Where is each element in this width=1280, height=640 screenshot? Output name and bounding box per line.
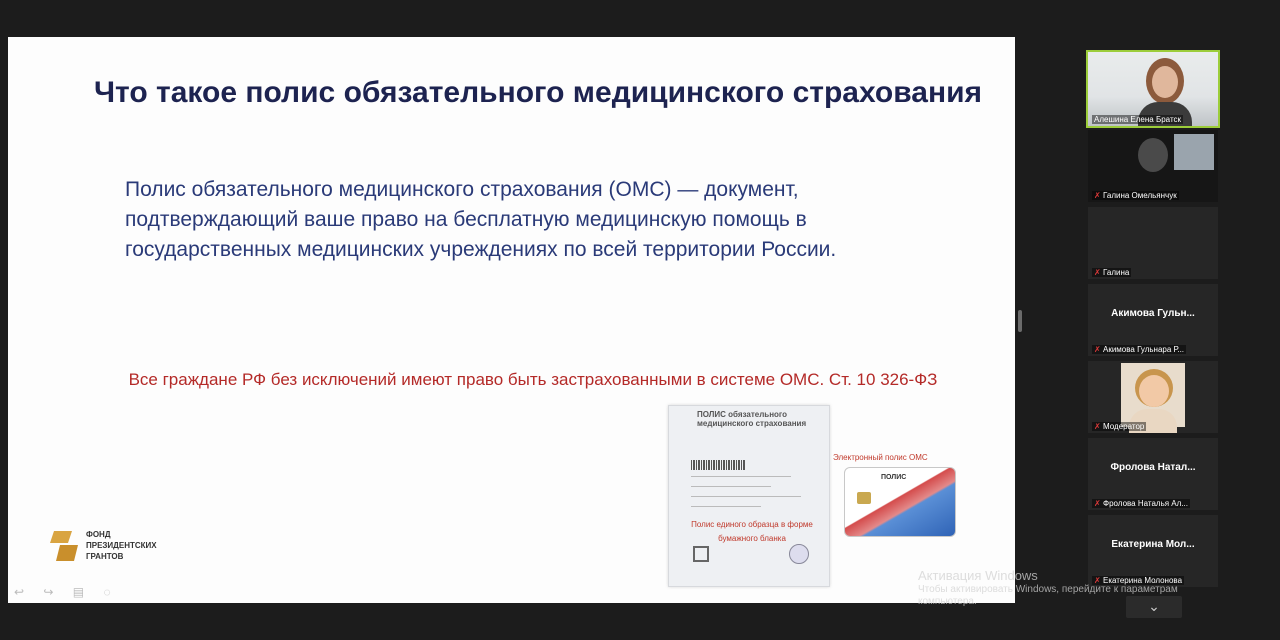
background-window: [1174, 134, 1214, 170]
participant-label: [1092, 499, 1190, 508]
mic-muted-icon: ✗: [1094, 499, 1101, 508]
participant-face: [1152, 66, 1178, 98]
mic-muted-icon: ✗: [1094, 268, 1101, 277]
participant-tile[interactable]: [1086, 50, 1220, 128]
participant-name: Галина Омельянчук: [1103, 191, 1177, 200]
paper-policy-caption: Полис единого образца в форме бумажного бланка: [691, 520, 813, 543]
participant-tile[interactable]: [1088, 130, 1218, 202]
participant-name: Екатерина Молонова: [1103, 576, 1183, 585]
fund-logo-text: [86, 529, 157, 562]
participant-label: [1092, 422, 1146, 431]
participant-name: Модератор: [1103, 422, 1145, 431]
paper-policy-title: ПОЛИС обязательного медицинского страхования: [697, 410, 807, 428]
participant-tile[interactable]: [1088, 207, 1218, 279]
slide-body-text: Полис обязательного медицинского страхования (ОМС) — документ, подтверждающий ваше право на бесплатную медицинскую помощь в государственных медицинских учреждениях по всей территории России.: [125, 178, 837, 261]
fund-logo-line: ГРАНТОВ: [86, 552, 124, 561]
chevron-down-icon: ⌄: [1148, 598, 1160, 614]
mic-muted-icon: ✗: [1094, 191, 1101, 200]
fund-logo-line: ПРЕЗИДЕНТСКИХ: [86, 541, 157, 550]
participant-label: [1092, 268, 1131, 277]
participant-label: [1092, 345, 1186, 354]
qr-code-icon: [693, 546, 709, 562]
field-line: [691, 476, 791, 477]
fund-logo-mark-icon: [50, 529, 80, 563]
field-line: [691, 496, 801, 497]
participant-name: Алешина Елена Братск: [1094, 115, 1182, 124]
stamp-icon: [789, 544, 809, 564]
participant-label: [1092, 191, 1179, 200]
fund-logo: [50, 527, 190, 577]
slide-annotation-tools[interactable]: ↩ ↪ ▤ ◌: [14, 585, 119, 599]
mic-muted-icon: ✗: [1094, 345, 1101, 354]
paper-policy-image: [668, 405, 830, 587]
watermark-subtitle: Чтобы активировать Windows, перейдите к параметрам компьютера.: [918, 584, 1178, 607]
participant-display-name: Акимова Гульн...: [1111, 308, 1195, 319]
participant-tile[interactable]: [1088, 284, 1218, 356]
fund-logo-line: ФОНД: [86, 530, 111, 539]
card-chip-icon: [857, 492, 871, 504]
barcode-graphic: [691, 460, 745, 470]
electronic-policy-card-image: [844, 467, 956, 537]
electronic-policy-label: Электронный полис ОМС: [833, 453, 928, 462]
windows-activation-watermark: [918, 568, 1238, 608]
participant-name: Акимова Гульнара Р...: [1103, 345, 1185, 354]
mic-muted-icon: ✗: [1094, 576, 1101, 585]
participant-name: Галина: [1103, 268, 1130, 277]
slide-note: Все граждане РФ без исключений имеют право быть застрахованными в системе ОМС. Ст. 10 326-ФЗ: [128, 370, 938, 389]
mic-muted-icon: ✗: [1094, 422, 1101, 431]
participant-display-name: Екатерина Мол...: [1111, 539, 1195, 550]
participant-face: [1138, 138, 1168, 172]
watermark-title: Активация Windows: [918, 568, 1038, 583]
participant-tile[interactable]: [1088, 361, 1218, 433]
slide-title: Что такое полис обязательного медицинского страхования: [93, 76, 983, 109]
electronic-policy-card-title: ПОЛИС: [881, 474, 907, 481]
participant-video: [1121, 363, 1185, 427]
participants-panel: [1086, 50, 1220, 590]
field-line: [691, 506, 761, 507]
participant-display-name: Фролова Натал...: [1110, 462, 1196, 473]
participant-name: Фролова Наталья Ал...: [1103, 499, 1188, 508]
shared-slide: [8, 37, 1015, 603]
panel-resize-handle[interactable]: [1018, 310, 1022, 332]
participant-tile[interactable]: [1088, 438, 1218, 510]
participant-face: [1139, 375, 1169, 407]
field-line: [691, 486, 771, 487]
